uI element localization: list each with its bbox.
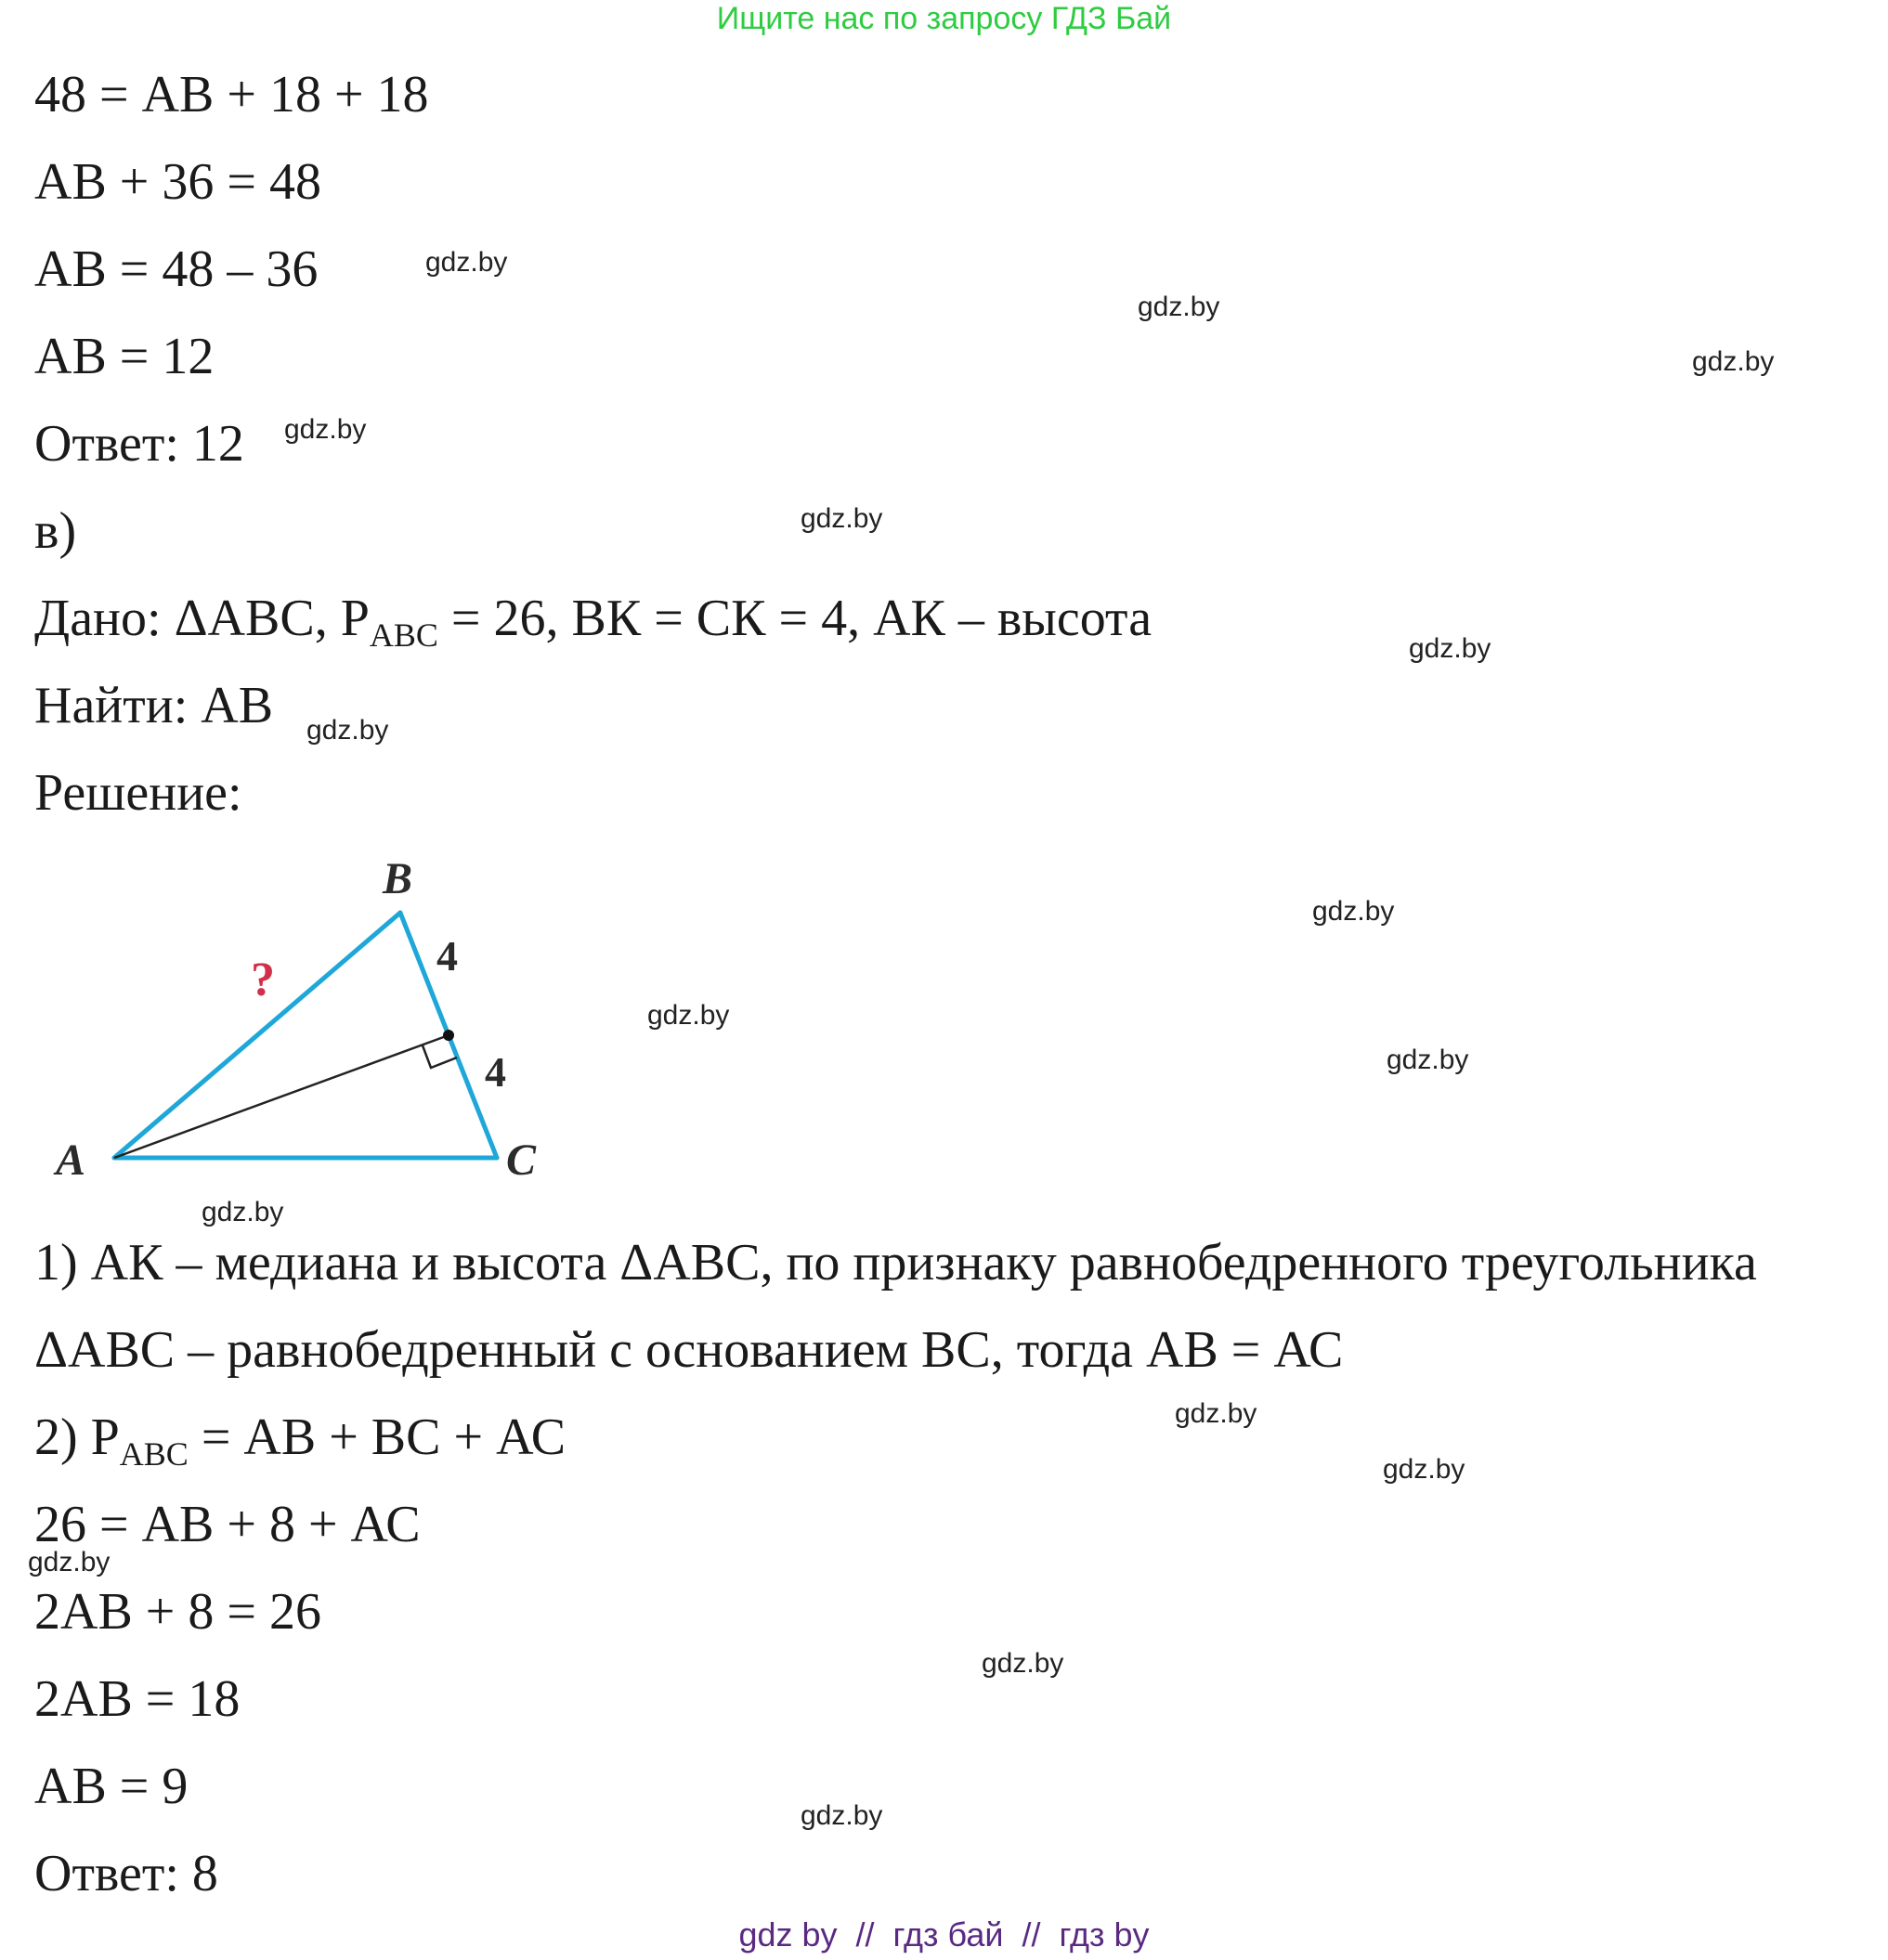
side-ab [114,913,400,1158]
find-line: Найти: АВ [34,677,274,734]
perimeter-subscript: АВС [119,1435,189,1473]
solution-step: 2АВ + 8 = 26 [34,1583,321,1641]
label-bk: 4 [436,932,458,980]
watermark: gdz.by [1409,633,1491,664]
watermark: gdz.by [306,715,389,746]
watermark: gdz.by [28,1547,111,1577]
triangle-figure [37,845,557,1198]
watermark: gdz.by [1692,346,1775,377]
given-text-rest: = 26, ВК = СК = 4, АК – высота [437,590,1152,647]
label-ab-question: ? [251,954,275,1006]
watermark: gdz.by [1312,896,1395,927]
watermark: gdz.by [801,503,883,534]
subtask-label: в) [34,502,77,560]
altitude-ak [114,1035,449,1158]
given-line [34,589,1152,665]
watermark: gdz.by [647,1000,730,1031]
watermark: gdz.by [425,247,508,278]
given-subscript: АВС [369,617,438,654]
solution-step: 1) АК – медиана и высота ΔАВС, по признаку равнобедренного треугольника [34,1234,1757,1292]
solution-step: ΔАВС – равнобедренный с основанием ВС, тогда АВ = АС [34,1321,1344,1379]
vertex-label-a: A [56,1136,86,1185]
point-k [443,1030,454,1041]
answer-line: Ответ: 8 [34,1845,218,1902]
search-banner: Ищите нас по запросу ГДЗ Бай [716,1,1172,36]
solution-step [34,1408,566,1484]
vertex-label-b: B [383,854,413,903]
solution-heading: Решение: [34,764,242,822]
equation-line: АВ = 12 [34,328,215,385]
vertex-label-c: C [506,1136,537,1185]
equation-line: АВ = 48 – 36 [34,240,319,298]
watermark: gdz.by [1175,1398,1257,1429]
equation-line: АВ + 36 = 48 [34,153,321,211]
solution-step: АВ = 9 [34,1758,189,1815]
watermark: gdz.by [801,1800,883,1831]
footer-links[interactable]: gdz by // гдз бай // гдз by [738,1915,1150,1954]
label-kc: 4 [485,1048,506,1096]
watermark: gdz.by [982,1648,1064,1679]
watermark: gdz.by [1387,1045,1469,1075]
given-text: Дано: ΔАВС, Р [34,590,370,647]
watermark: gdz.by [284,414,367,445]
watermark: gdz.by [202,1197,284,1227]
watermark: gdz.by [1383,1454,1465,1485]
solution-step: 26 = АВ + 8 + АС [34,1496,421,1553]
answer-line: Ответ: 12 [34,415,244,473]
perimeter-text: 2) Р [34,1408,120,1466]
watermark: gdz.by [1138,292,1220,322]
perimeter-text-rest: = АВ + ВС + АС [188,1408,566,1466]
equation-line: 48 = АВ + 18 + 18 [34,66,429,123]
solution-step: 2АВ = 18 [34,1670,241,1728]
